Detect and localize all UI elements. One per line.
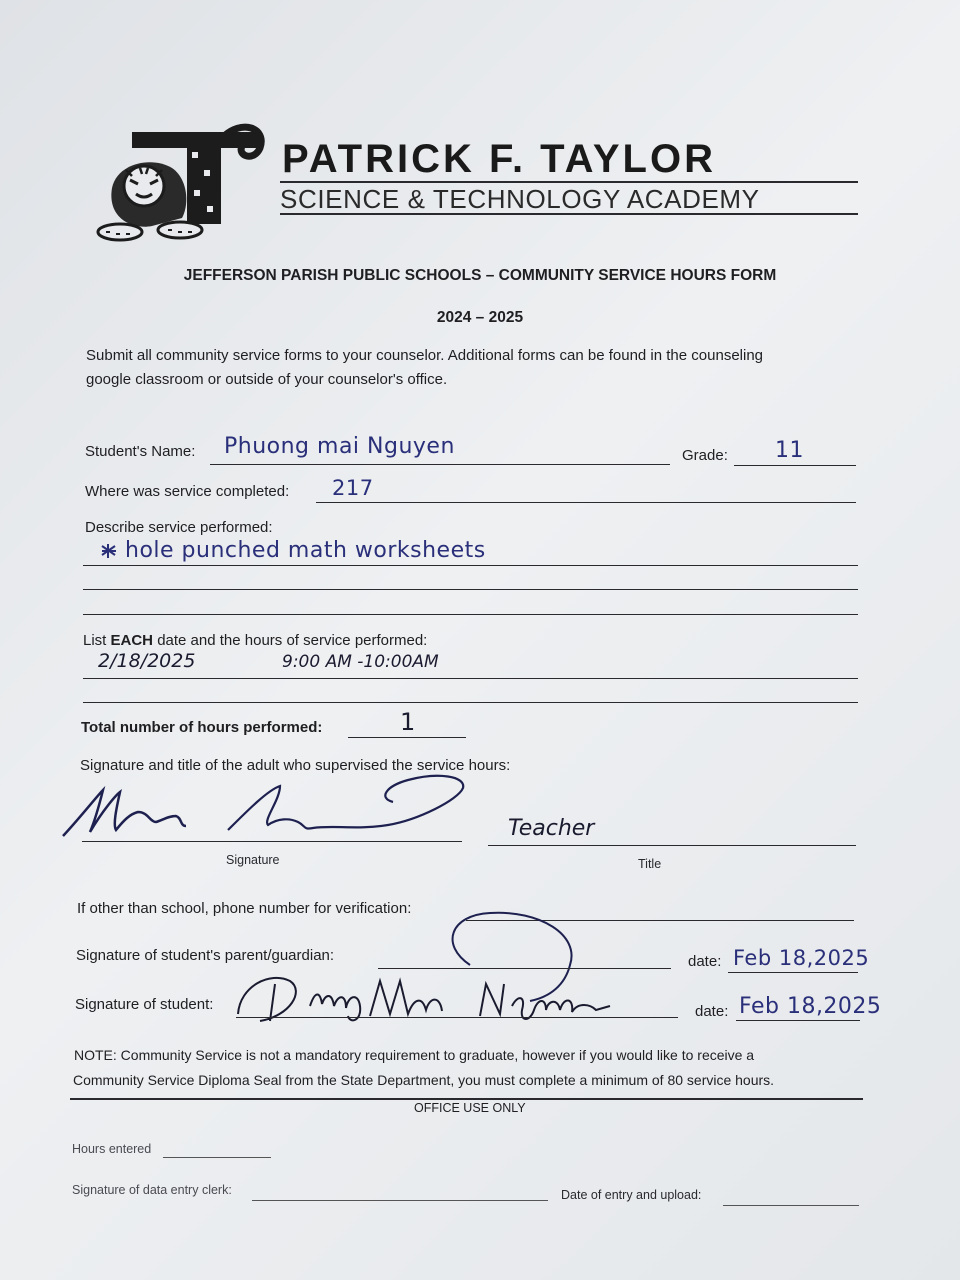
location-value[interactable]: 217: [332, 476, 374, 500]
parent-date-value[interactable]: Feb 18,2025: [733, 946, 870, 970]
form-year: 2024 – 2025: [436, 309, 524, 326]
service-value[interactable]: hole punched math worksheets: [125, 538, 486, 563]
entry-date-line: [723, 1205, 859, 1206]
grade-line: [734, 465, 856, 466]
student-date-label: date:: [695, 1003, 729, 1020]
entry-date-label: Date of entry and upload:: [561, 1188, 702, 1202]
dates-label-post: date and the hours of service performed:: [153, 632, 428, 649]
form-title: JEFFERSON PARISH PUBLIC SCHOOLS – COMMUNITY SERVICE HOURS FORM: [183, 267, 777, 284]
service-label: Describe service performed:: [85, 519, 273, 536]
instructions-line-2: google classroom or outside of your counselor's office.: [86, 371, 448, 388]
dates-line-1: [83, 678, 858, 679]
school-logo: [92, 118, 282, 243]
student-date-line: [736, 1020, 860, 1021]
office-heading: OFFICE USE ONLY: [414, 1101, 526, 1115]
location-line: [316, 502, 856, 503]
dates-label-each: EACH: [110, 632, 154, 649]
school-name: PATRICK F. TAYLOR: [282, 137, 716, 181]
grade-value[interactable]: 11: [775, 438, 804, 463]
school-subtitle: SCIENCE & TECHNOLOGY ACADEMY: [280, 184, 760, 214]
instructions-line-1: Submit all community service forms to your counselor. Additional forms can be found in the counseling: [86, 347, 764, 364]
parent-date-label: date:: [688, 953, 722, 970]
service-line-2: [83, 589, 858, 590]
note-line-2: Community Service Diploma Seal from the State Department, you must complete a minimum of 80 service hours.: [73, 1072, 775, 1088]
office-divider: [70, 1098, 863, 1100]
dates-label: [83, 632, 427, 649]
location-label: Where was service completed:: [85, 483, 290, 500]
student-name-label: Student's Name:: [85, 443, 196, 460]
clerk-signature-line: [252, 1200, 548, 1201]
hours-entered-line: [163, 1157, 271, 1158]
total-hours-label: Total number of hours performed:: [81, 719, 323, 736]
date-value[interactable]: 2/18/2025: [98, 650, 196, 672]
student-signature-label: Signature of student:: [75, 996, 214, 1013]
student-name-line: [210, 464, 670, 465]
supervisor-signature-drawing: [58, 770, 478, 850]
supervisor-signature[interactable]: [58, 770, 478, 850]
signature-caption: Signature: [226, 853, 280, 867]
grade-label: Grade:: [682, 447, 728, 464]
header-rule-bottom: [280, 213, 858, 215]
parent-date-line: [728, 972, 858, 973]
title-caption: Title: [638, 857, 662, 871]
time-value[interactable]: 9:00 AM -10:00AM: [282, 652, 439, 672]
dates-label-pre: List: [83, 632, 111, 649]
clerk-signature-label: Signature of data entry clerk:: [72, 1183, 232, 1197]
note-line-1: NOTE: Community Service is not a mandatory requirement to graduate, however if you would like to receive a: [74, 1047, 755, 1063]
parent-signature-label: Signature of student's parent/guardian:: [76, 947, 335, 964]
student-date-value[interactable]: Feb 18,2025: [739, 994, 882, 1019]
supervisor-title-line: [488, 845, 856, 846]
supervisor-title-value[interactable]: Teacher: [508, 816, 595, 841]
phone-label: If other than school, phone number for verification:: [77, 900, 412, 917]
total-hours-line: [348, 737, 466, 738]
total-hours-value[interactable]: 1: [400, 708, 416, 736]
student-name-value[interactable]: Phuong mai Nguyen: [224, 434, 455, 459]
service-line-1: [83, 565, 858, 566]
supervisor-signature-line: [82, 841, 462, 842]
dates-line-2: [83, 702, 858, 703]
service-line-3: [83, 614, 858, 615]
supervisor-label: Signature and title of the adult who supervised the service hours:: [80, 757, 511, 774]
student-signature-line: [236, 1017, 678, 1018]
service-bullet-scribble: [100, 543, 118, 559]
tiger-logo-icon: [92, 118, 282, 243]
hours-entered-label: Hours entered: [72, 1142, 152, 1156]
header-rule-top: [280, 181, 858, 183]
